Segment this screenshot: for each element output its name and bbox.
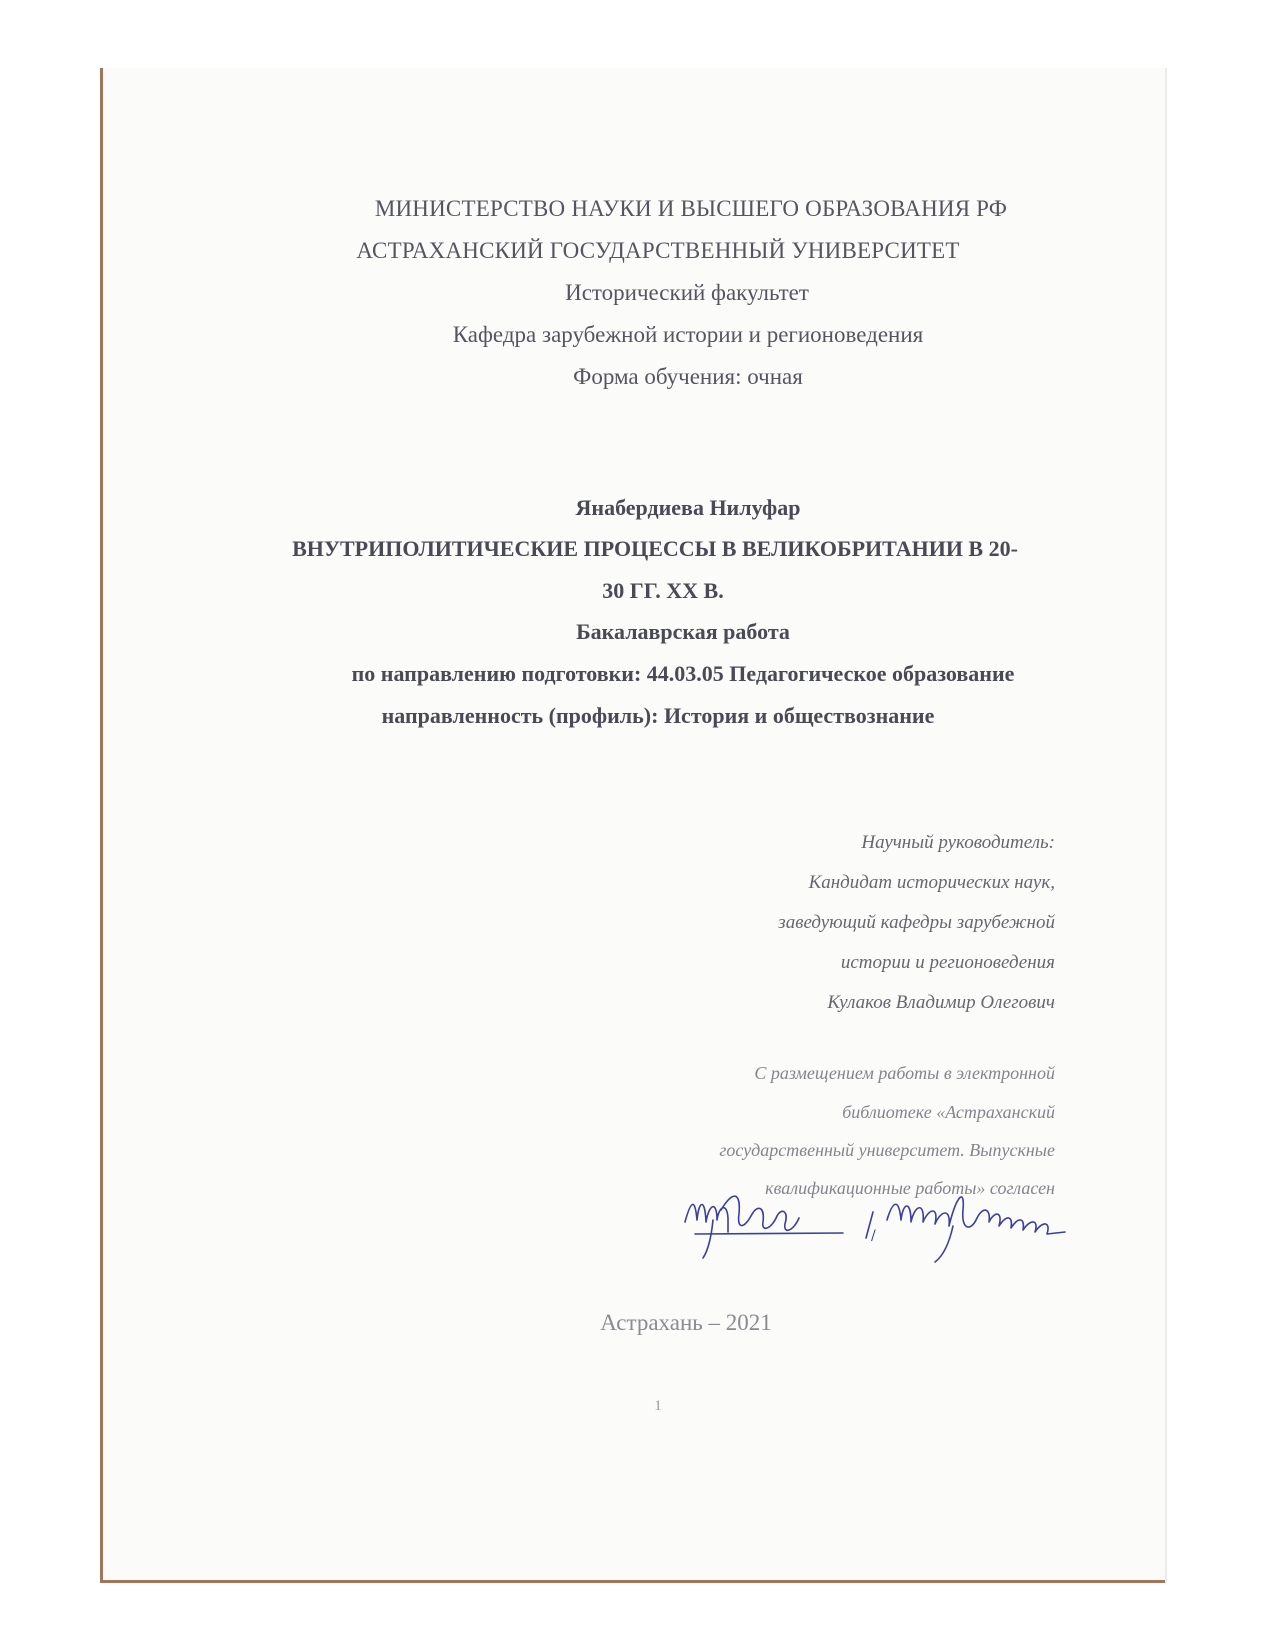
university-heading: АСТРАХАНСКИЙ ГОСУДАРСТВЕННЫЙ УНИВЕРСИТЕТ (356, 238, 960, 263)
consent-line3: государственный университет. Выпускные (719, 1140, 1055, 1160)
consent-line4: квалификационные работы» согласен (765, 1178, 1055, 1198)
thesis-title-line1: ВНУТРИПОЛИТИЧЕСКИЕ ПРОЦЕССЫ В ВЕЛИКОБРИТАНИИ В 20- (292, 536, 1018, 561)
study-profile: направленность (профиль): История и обществознание (381, 703, 935, 728)
faculty-heading: Исторический факультет (565, 280, 809, 305)
direction-of-training: по направлению подготовки: 44.03.05 Педагогическое образование (351, 661, 1015, 686)
department-heading: Кафедра зарубежной истории и регионоведения (452, 322, 924, 347)
city-year: Астрахань – 2021 (600, 1310, 772, 1335)
supervisor-position-line2: истории и регионоведения (840, 952, 1055, 973)
consent-line1: С размещением работы в электронной (754, 1063, 1055, 1083)
study-form: Форма обучения: очная (573, 364, 803, 389)
signature-separator: / (871, 1228, 876, 1244)
consent-line2: библиотеке «Астраханский (842, 1102, 1055, 1122)
thesis-title-line2: 30 ГГ. ХХ В. (602, 578, 724, 603)
supervisor-name: Кулаков Владимир Олегович (827, 992, 1055, 1013)
signature-surname-descender-stroke (935, 1226, 953, 1262)
ministry-heading: МИНИСТЕРСТВО НАУКИ И ВЫСШЕГО ОБРАЗОВАНИЯ РФ (374, 196, 1008, 221)
signature-underline-stroke (695, 1233, 843, 1234)
supervisor-position-line1: заведующий кафедры зарубежной (778, 912, 1055, 933)
signature-descender-stroke (703, 1220, 713, 1258)
supervisor-degree: Кандидат исторических наук, (808, 872, 1055, 893)
work-type: Бакалаврская работа (576, 619, 790, 644)
signature-initials-stroke (685, 1196, 799, 1232)
author-name: Янабердиева Нилуфар (575, 495, 801, 520)
handwritten-signature (673, 1170, 1073, 1265)
supervisor-label: Научный руководитель: (861, 832, 1055, 853)
signature-surname-stroke (887, 1197, 1065, 1234)
title-page-sheet (100, 68, 1165, 1583)
page-number: 1 (654, 1398, 662, 1414)
